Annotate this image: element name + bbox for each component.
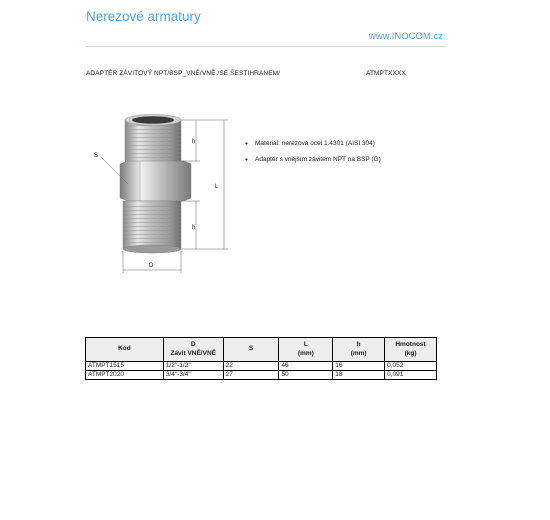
adapter-drawing [88,112,238,280]
dim-label-h-bottom: h [192,225,196,231]
column-header-code: Kód [86,338,164,362]
table-cell: 3/4"-3/4" [163,371,223,380]
fitting-body [120,115,191,254]
column-header-thread: D Závit VNĚ/VNĚ [163,338,223,362]
table-cell: ATMPT1515 [86,362,164,371]
website-link[interactable]: www.INOCOM.cz [369,31,443,42]
feature-list [245,140,381,172]
feature-item: • Materiál: nerezová ocel 1.4301 (AISI 304) [245,140,381,147]
table-cell: 0,091 [385,371,437,380]
dim-label-s: S [94,153,99,159]
table-row [86,371,437,380]
header-divider [86,46,446,47]
product-name: ADAPTÉR ZÁVITOVÝ NPT/BSP_VNĚ/VNĚ /SE ŠESTIHRANEM/ [86,70,281,77]
table-cell: ATMPT2020 [86,371,164,380]
table-cell: 1/2"-1/2" [163,362,223,371]
table-header-row [86,338,437,362]
table-cell: 27 [223,371,279,380]
table-cell: 50 [279,371,333,380]
page-title: Nerezové armatury [86,9,201,24]
table-cell: 46 [279,362,333,371]
column-header-s: S [223,338,279,362]
table-cell: 16 [333,362,385,371]
column-header-weight: Hmotnost (kg) [385,338,437,362]
dim-label-l: L [215,184,219,190]
spec-table [85,337,437,380]
table-row [86,362,437,371]
product-code: ATMPTXXXX [366,70,406,77]
table-cell: 0,052 [385,362,437,371]
column-header-length: L (mm) [279,338,333,362]
dim-label-h-top: h [192,139,196,145]
column-header-h: h (mm) [333,338,385,362]
dim-label-d: D [149,263,154,269]
feature-item: • Adaptér s vnějším závitem NPT na BSP (G) [245,156,381,163]
table-cell: 22 [223,362,279,371]
table-cell: 18 [333,371,385,380]
